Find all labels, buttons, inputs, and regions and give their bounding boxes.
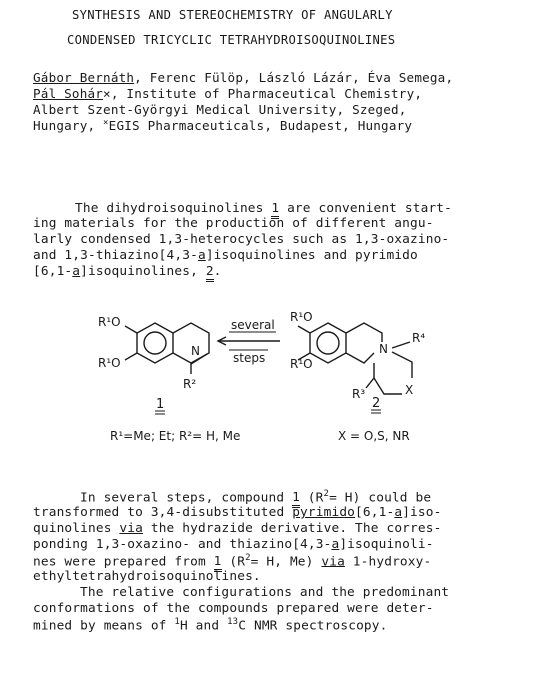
- left-benzene-ring: [137, 323, 173, 363]
- right-third-ring: [392, 352, 412, 378]
- right-r1o-top: R¹O: [290, 310, 313, 324]
- right-n-atom: N: [379, 342, 388, 356]
- left-r1o-top: R¹O: [98, 315, 121, 329]
- para2-line-9: mined by means of $^1$H and $^{13}$C NMR spectroscopy.: [33, 617, 388, 634]
- right-middle-ring: [346, 323, 382, 342]
- left-r1o-bottom: R¹O: [98, 356, 121, 370]
- para1-line-3: larly condensed 1,3-heterocycles such as 1,3-oxazino-: [33, 232, 450, 247]
- caption-left: R¹=Me; Et; R²= H, Me: [110, 429, 241, 443]
- para2-line-3: quinolines via the hydrazide derivative. The corres-: [33, 521, 442, 536]
- authors-line-4: Hungary, ×EGIS Pharmaceuticals, Budapest, Hungary: [33, 118, 413, 134]
- para1-line-5: [6,1-a]isoquinolines, 2.: [33, 264, 222, 282]
- authors-line-3: Albert Szent-Györgyi Medical University, Szeged,: [33, 102, 407, 117]
- para2-line-4: ponding 1,3-oxazino- and thiazino[4,3-a]isoquinoli-: [33, 537, 434, 552]
- right-r4: R⁴: [412, 331, 426, 345]
- right-r3: R³: [352, 387, 366, 401]
- reaction-scheme: [0, 290, 546, 460]
- authors-line-2: Pál Sohár×, Institute of Pharmaceutical Chemistry,: [33, 86, 423, 101]
- right-compound-number: 2: [372, 396, 381, 411]
- title-line-1: SYNTHESIS AND STEREOCHEMISTRY OF ANGULARLY: [72, 8, 393, 22]
- para1-line-1: The dihydroisoquinolines 1 are convenient start-: [75, 201, 452, 219]
- right-x-atom: X: [405, 383, 414, 397]
- left-aromatic-circle: [144, 332, 166, 354]
- right-aromatic-circle: [317, 332, 339, 354]
- right-r1o-bottom: R¹O: [290, 357, 313, 371]
- para1-line-4: and 1,3-thiazino[4,3-a]isoquinolines and pyrimido: [33, 248, 418, 263]
- left-compound-number: 1: [156, 397, 165, 412]
- left-r2: R²: [183, 377, 197, 391]
- authors-line-1: Gábor Bernáth, Ferenc Fülöp, László Lázár, Éva Semega,: [33, 70, 454, 85]
- para2-line-6: ethyltetrahydroisoquinolines.: [33, 569, 261, 584]
- arrow-label-steps: steps: [233, 351, 266, 365]
- arrow-label-several: several: [231, 318, 275, 332]
- para2-line-2: transformed to 3,4-disubstituted pyrimido[6,1-a]iso-: [33, 505, 442, 520]
- title-line-2: CONDENSED TRICYCLIC TETRAHYDROISOQUINOLINES: [67, 33, 396, 47]
- left-n-atom: N: [191, 344, 200, 358]
- para2-line-7: The relative configurations and the predominant: [80, 585, 450, 600]
- para1-line-2: ing materials for the production of different angu-: [33, 216, 434, 231]
- para2-line-1: In several steps, compound 1 $(R^2= H)$ could be: [80, 489, 431, 508]
- caption-right: X = O,S, NR: [338, 429, 410, 443]
- right-benzene-ring: [310, 323, 346, 363]
- para2-line-5: nes were prepared from 1 ($R^2= H$, Me) via 1-hydroxy-: [33, 553, 431, 572]
- para2-line-8: conformations of the compounds prepared were deter-: [33, 601, 434, 616]
